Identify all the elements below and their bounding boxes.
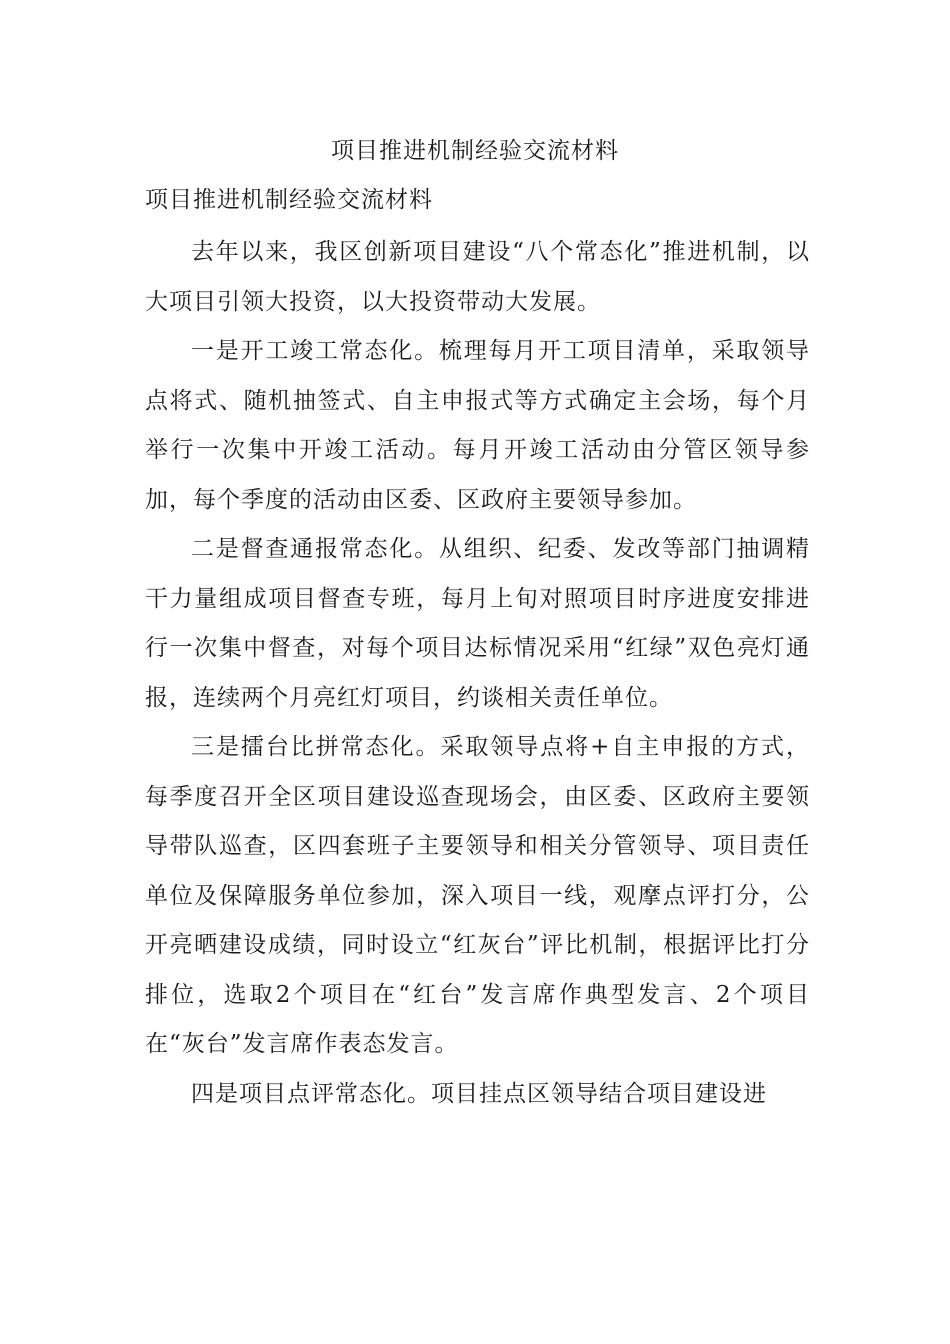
paragraph-4: 四是项目点评常态化。项目挂点区领导结合项目建设进 [191, 1080, 767, 1107]
paragraph-2: 二是督查通报常态化。从组织、纪委、发改等部门抽调精干力量组成项目督查专班，每月上旬对照项目时序进度安排进行一次集中督查，对每个项目达标情况采用“红绿”双色亮灯通报，连续两个月亮红灯项目，约谈相关责任单位。 [145, 536, 810, 711]
paragraph-3: 三是擂台比拼常态化。采取领导点将+自主申报的方式，每季度召开全区项目建设巡查现场会，由区委、区政府主要领导带队巡查，区四套班子主要领导和相关分管领导、项目责任单位及保障服务单位参加，深入项目一线，观摩点评打分，公开亮晒建设成绩，同时设立“红灰台”评比机制，根据评比打分排位，选取2个项目在“红台”发言席作典型发言、2个项目在“灰台”发言席作表态发言。 [145, 734, 810, 1057]
paragraph-intro: 去年以来，我区创新项目建设“八个常态化”推进机制，以大项目引领大投资，以大投资带动大发展。 [145, 239, 810, 315]
document-title: 项目推进机制经验交流材料 [331, 138, 619, 164]
document-body [145, 228, 810, 1119]
document-subtitle: 项目推进机制经验交流材料 [145, 187, 433, 213]
paragraph-1: 一是开工竣工常态化。梳理每月开工项目清单，采取领导点将式、随机抽签式、自主申报式等方式确定主会场，每个月举行一次集中开竣工活动。每月开竣工活动由分管区领导参加，每个季度的活动由区委、区政府主要领导参加。 [145, 338, 810, 513]
